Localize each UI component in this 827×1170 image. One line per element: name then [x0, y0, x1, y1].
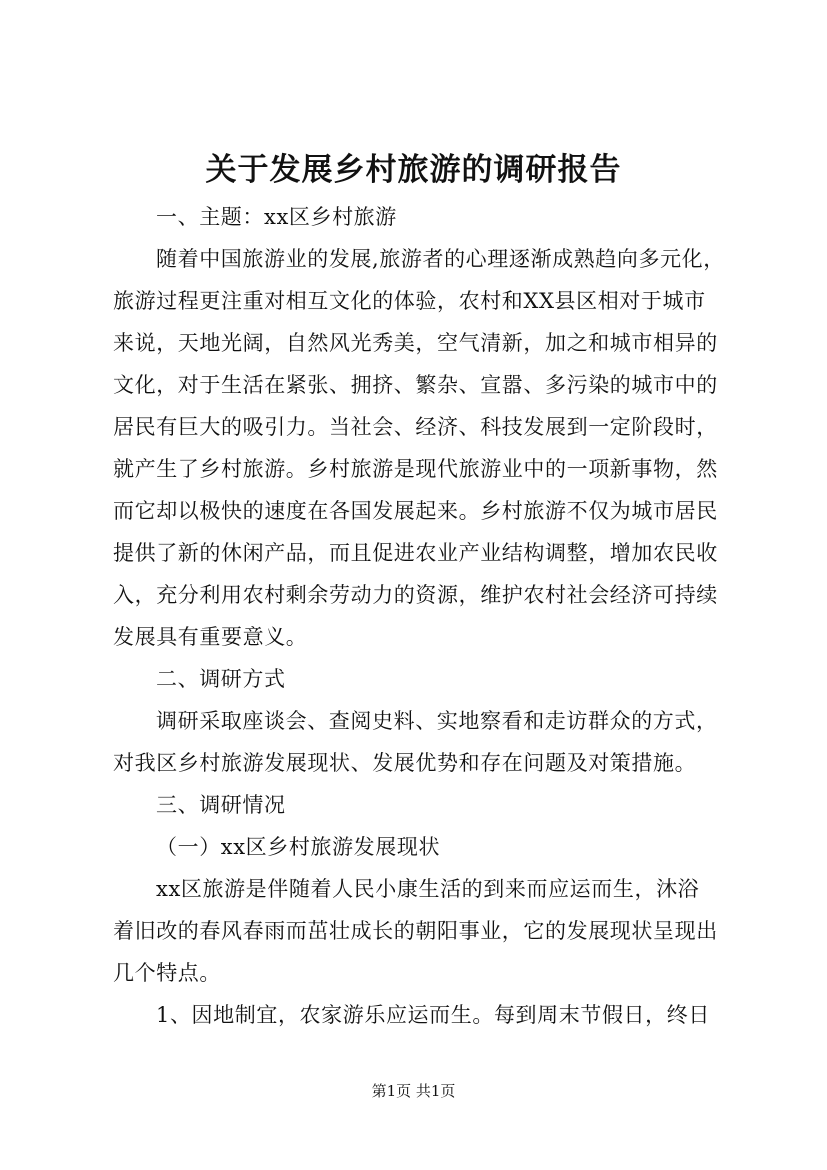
paragraph-line: 发展具有重要意义。 [113, 625, 308, 649]
paragraph-line: 文化，对于生活在紧张、拥挤、繁杂、宣嚣、多污染的城市中的 [113, 373, 718, 397]
paragraph-line: xx区旅游是伴随着人民小康生活的到来而应运而生，沐浴 [156, 877, 700, 901]
paragraph-line: 对我区乡村旅游发展现状、发展优势和存在问题及对策措施。 [113, 751, 697, 775]
paragraph-line: 着旧改的春风春雨而茁壮成长的朝阳事业，它的发展现状呈现出 [113, 919, 718, 943]
paragraph-line: 调研采取座谈会、查阅史料、实地察看和走访群众的方式， [156, 709, 718, 733]
paragraph-line: 就产生了乡村旅游。乡村旅游是现代旅游业中的一项新事物，然 [113, 457, 718, 481]
paragraph-line: 来说，天地光阔，自然风光秀美，空气清新，加之和城市相异的 [113, 331, 718, 355]
paragraph-line: 随着中国旅游业的发展,旅游者的心理逐渐成熟趋向多元化， [156, 247, 725, 271]
heading-situation: 三、调研情况 [156, 793, 286, 817]
subheading-status: （一）xx区乡村旅游发展现状 [156, 835, 441, 859]
heading-topic: 一、主题：xx区乡村旅游 [156, 205, 397, 229]
paragraph-line: 而它却以极快的速度在各国发展起来。乡村旅游不仅为城市居民 [113, 499, 718, 523]
page-footer: 第1页 共1页 [371, 1082, 456, 1100]
heading-method: 二、调研方式 [156, 667, 286, 691]
paragraph-line: 旅游过程更注重对相互文化的体验，农村和XX县区相对于城市 [113, 289, 706, 313]
paragraph-line: 入，充分利用农村剩余劳动力的资源，维护农村社会经济可持续 [113, 583, 718, 607]
paragraph-line: 提供了新的休闲产品，而且促进农业产业结构调整，增加农民收 [113, 541, 718, 565]
paragraph-line: 1、因地制宜，农家游乐应运而生。每到周末节假日，终日 [156, 1003, 710, 1027]
paragraph-line: 几个特点。 [113, 961, 221, 985]
document-title: 关于发展乡村旅游的调研报告 [205, 152, 622, 188]
paragraph-line: 居民有巨大的吸引力。当社会、经济、科技发展到一定阶段时， [113, 415, 718, 439]
